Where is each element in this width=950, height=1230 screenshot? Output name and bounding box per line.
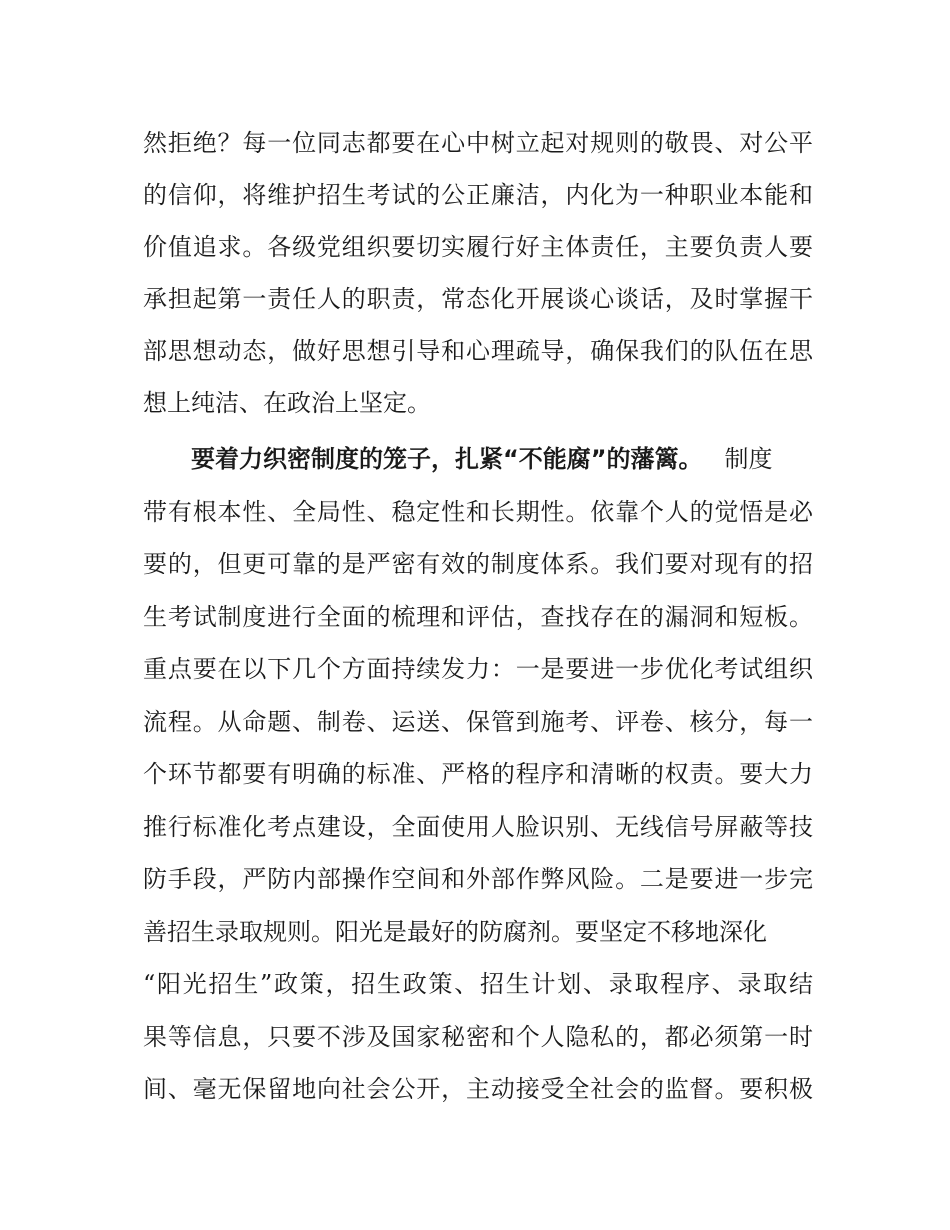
- paragraph-2-line-13: 间、毫无保留地向社会公开，主动接受全社会的监督。要积极: [143, 1075, 813, 1103]
- paragraph-2-line-5: 重点要在以下几个方面持续发力：一是要进一步优化考试组织: [143, 655, 813, 683]
- paragraph-1-line-3: 价值追求。各级党组织要切实履行好主体责任，主要负责人要: [143, 233, 813, 261]
- paragraph-2-line-10: 善招生录取规则。阳光是最好的防腐剂。要坚定不移地深化: [143, 917, 767, 946]
- paragraph-2-line-6: 流程。从命题、制卷、运送、保管到施考、评卷、核分，每一: [143, 707, 813, 736]
- paragraph-2-line-12: 果等信息，只要不涉及国家秘密和个人隐私的，都必须第一时: [143, 1022, 813, 1051]
- paragraph-2-line-7: 个环节都要有明确的标准、严格的程序和清晰的权责。要大力: [143, 760, 813, 788]
- paragraph-2-line-9: 防手段，严防内部操作空间和外部作弊风险。二是要进一步完: [143, 865, 813, 893]
- paragraph-2-line-11: “阳光招生”政策，招生政策、招生计划、录取程序、录取结: [143, 970, 813, 998]
- paragraph-1-line-2: 的信仰，将维护招生考试的公正廉洁，内化为一种职业本能和: [143, 181, 813, 209]
- paragraph-1-line-1: 然拒绝？每一位同志都要在心中树立起对规则的敬畏、对公平: [143, 129, 813, 157]
- paragraph-2-line-8: 推行标准化考点建设，全面使用人脸识别、无线信号屏蔽等技: [143, 812, 813, 841]
- paragraph-2-heading: 要着力织密制度的笼子，扎紧“不能腐”的藩篱。: [191, 445, 703, 473]
- paragraph-2-first-line-tail: 制度: [724, 445, 773, 473]
- paragraph-1-line-4: 承担起第一责任人的职责，常态化开展谈心谈话，及时掌握干: [143, 285, 813, 313]
- paragraph-2-line-3: 要的，但更可靠的是严密有效的制度体系。我们要对现有的招: [143, 550, 813, 578]
- paragraph-2-line-4: 生考试制度进行全面的梳理和评估，查找存在的漏洞和短板。: [143, 602, 813, 631]
- paragraph-1-line-5: 部思想动态，做好思想引导和心理疏导，确保我们的队伍在思: [143, 337, 813, 365]
- paragraph-1-line-6: 想上纯洁、在政治上坚定。: [143, 389, 431, 417]
- paragraph-2-line-2: 带有根本性、全局性、稳定性和长期性。依靠个人的觉悟是必: [143, 497, 813, 526]
- paragraph-2-first-line: [191, 439, 813, 479]
